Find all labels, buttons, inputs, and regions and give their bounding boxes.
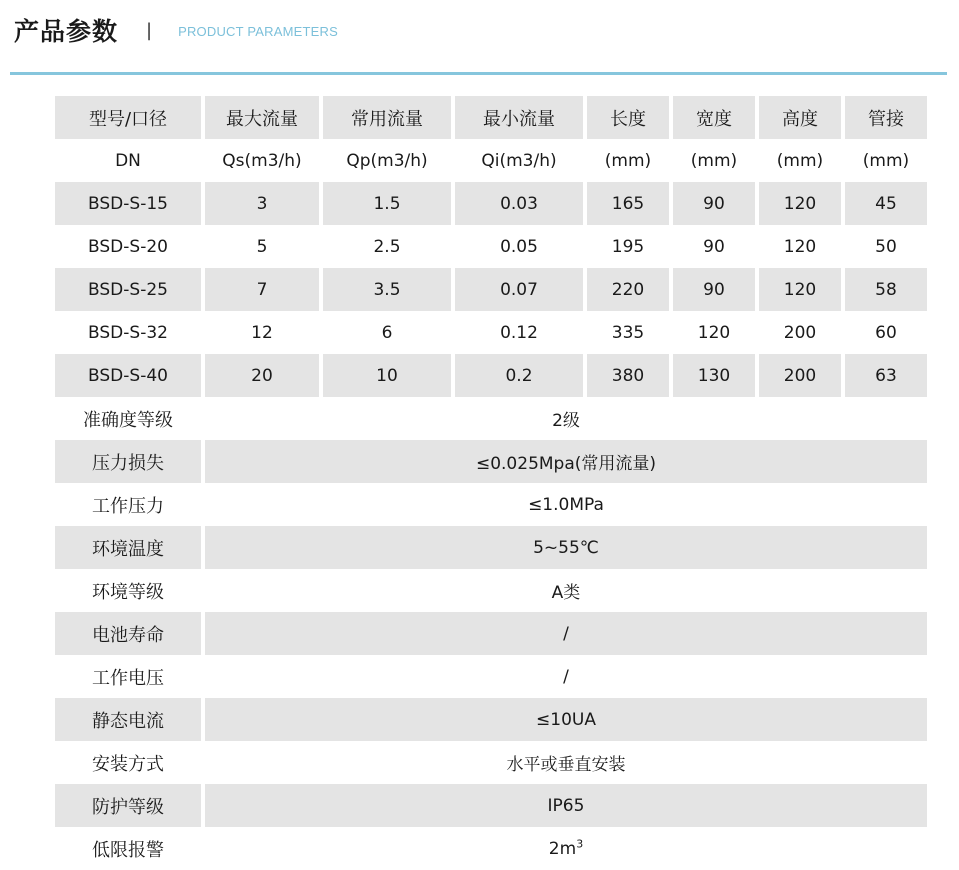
- value-cell: 50: [875, 236, 897, 257]
- value-cell: 90: [703, 236, 725, 257]
- value-cell: 10: [323, 354, 451, 397]
- spec-value-text: IP65: [547, 795, 585, 816]
- unit-cell: DN: [115, 150, 141, 171]
- column-header: 高度: [759, 96, 841, 139]
- table-header-row: [55, 96, 927, 139]
- value-cell: 0.2: [455, 354, 583, 397]
- spec-value-text: /: [563, 666, 569, 687]
- spec-value-text: 5~55℃: [533, 537, 599, 558]
- value-cell: 195: [611, 236, 645, 257]
- spec-value: [205, 397, 927, 440]
- unit-cell: Qp(m3/h): [346, 150, 428, 171]
- table-row: [55, 268, 927, 311]
- spec-value: [205, 784, 927, 827]
- value-cell: 120: [783, 236, 817, 257]
- spec-value-text: ≤0.025Mpa(常用流量): [475, 454, 657, 474]
- model-name-cell: BSD-S-15: [55, 182, 201, 225]
- header-divider: [10, 72, 947, 75]
- unit-cell: Qi(m3/h): [481, 150, 557, 171]
- value-cell: 2.5: [373, 236, 401, 257]
- value-cell: 12: [251, 322, 273, 343]
- value-cell: 200: [783, 322, 817, 343]
- column-header: 最小流量: [455, 96, 583, 139]
- spec-row: [55, 698, 927, 741]
- value-cell: 130: [673, 354, 755, 397]
- spec-value: [205, 655, 927, 698]
- value-cell: 0.07: [455, 268, 583, 311]
- spec-value-text: 2级: [552, 411, 580, 431]
- value-cell: 0.05: [500, 236, 538, 257]
- page-title: 产品参数: [14, 17, 119, 46]
- model-name-cell: BSD-S-40: [55, 354, 201, 397]
- spec-row: [55, 741, 927, 784]
- model-name-cell: BSD-S-32: [88, 322, 168, 343]
- spec-value: [205, 569, 927, 612]
- spec-row: [55, 483, 927, 526]
- column-header: 长度: [587, 96, 669, 139]
- spec-row: [55, 784, 927, 827]
- spec-value-superscript: 3: [576, 836, 584, 850]
- column-header: 管接: [845, 96, 927, 139]
- spec-label: 安装方式: [92, 753, 164, 775]
- spec-value-text: 2m: [548, 838, 577, 859]
- spec-value: [205, 741, 927, 784]
- model-name-cell: BSD-S-20: [88, 236, 168, 257]
- table-row: [55, 354, 927, 397]
- unit-cell: (mm): [604, 150, 652, 171]
- table-row: [55, 182, 927, 225]
- column-header: 宽度: [673, 96, 755, 139]
- table-row: [55, 311, 927, 354]
- title-separator: |: [146, 19, 153, 41]
- spec-row: [55, 526, 927, 569]
- unit-cell: (mm): [862, 150, 910, 171]
- product-parameters-table: [51, 96, 931, 870]
- spec-row: [55, 612, 927, 655]
- value-cell: 1.5: [323, 182, 451, 225]
- value-cell: 3.5: [323, 268, 451, 311]
- spec-value-text: /: [563, 623, 569, 644]
- model-name-cell: BSD-S-25: [55, 268, 201, 311]
- value-cell: 63: [845, 354, 927, 397]
- value-cell: 220: [587, 268, 669, 311]
- unit-cell: (mm): [690, 150, 738, 171]
- spec-value: [205, 526, 927, 569]
- value-cell: 20: [205, 354, 319, 397]
- unit-cell: Qs(m3/h): [222, 150, 302, 171]
- spec-value: [205, 827, 927, 870]
- spec-label: 环境等级: [92, 581, 164, 603]
- spec-row: [55, 397, 927, 440]
- spec-label: 准确度等级: [83, 409, 173, 431]
- value-cell: 5: [256, 236, 268, 257]
- unit-cell: (mm): [776, 150, 824, 171]
- value-cell: 120: [697, 322, 731, 343]
- column-header: 常用流量: [323, 96, 451, 139]
- value-cell: 90: [673, 182, 755, 225]
- spec-value-text: ≤10UA: [536, 709, 596, 730]
- spec-value: [205, 612, 927, 655]
- spec-row: [55, 569, 927, 612]
- table-units-row: [55, 139, 927, 182]
- value-cell: 90: [673, 268, 755, 311]
- page-header: [14, 10, 338, 50]
- spec-label: 环境温度: [55, 526, 201, 569]
- table-row: [55, 225, 927, 268]
- spec-label: 电池寿命: [55, 612, 201, 655]
- value-cell: 200: [759, 354, 841, 397]
- spec-row: [55, 655, 927, 698]
- spec-row: [55, 827, 927, 870]
- spec-label: 工作电压: [92, 667, 164, 689]
- value-cell: 45: [845, 182, 927, 225]
- spec-label: 静态电流: [55, 698, 201, 741]
- value-cell: 60: [875, 322, 897, 343]
- value-cell: 7: [205, 268, 319, 311]
- spec-value-text: 水平或垂直安装: [506, 755, 626, 775]
- spec-row: [55, 440, 927, 483]
- spec-value: [205, 698, 927, 741]
- spec-label: 压力损失: [55, 440, 201, 483]
- value-cell: 3: [205, 182, 319, 225]
- spec-value: [205, 483, 927, 526]
- value-cell: 165: [587, 182, 669, 225]
- value-cell: 58: [845, 268, 927, 311]
- value-cell: 0.12: [500, 322, 538, 343]
- column-header: 最大流量: [205, 96, 319, 139]
- spec-label: 低限报警: [92, 839, 164, 861]
- value-cell: 120: [759, 182, 841, 225]
- value-cell: 335: [611, 322, 645, 343]
- column-header: 型号/口径: [55, 96, 201, 139]
- value-cell: 6: [381, 322, 393, 343]
- page-subtitle: PRODUCT PARAMETERS: [178, 24, 338, 39]
- spec-value-text: ≤1.0MPa: [528, 494, 604, 515]
- value-cell: 120: [759, 268, 841, 311]
- spec-value: [205, 440, 927, 483]
- spec-value-text: A类: [551, 583, 581, 603]
- value-cell: 380: [587, 354, 669, 397]
- value-cell: 0.03: [455, 182, 583, 225]
- spec-label: 工作压力: [92, 495, 164, 517]
- spec-label: 防护等级: [55, 784, 201, 827]
